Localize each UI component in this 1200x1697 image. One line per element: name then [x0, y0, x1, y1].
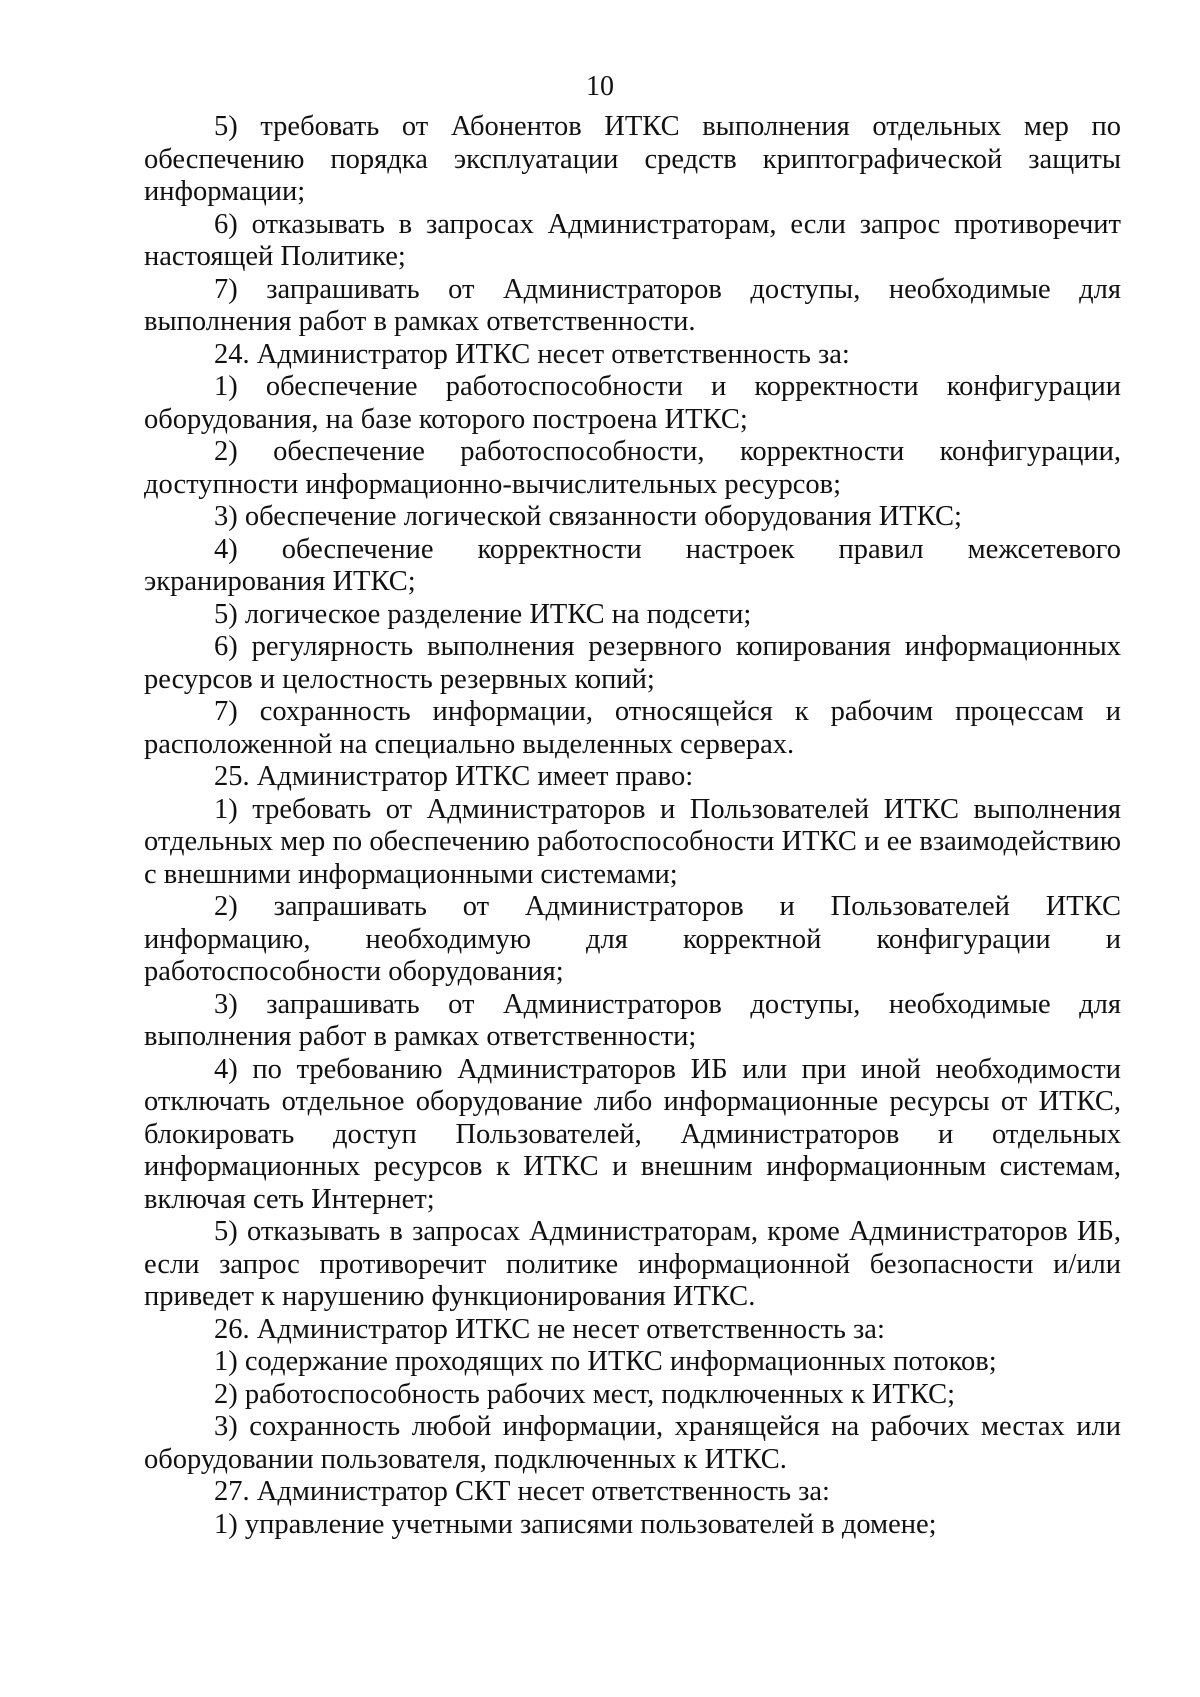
paragraph: 2) работоспособность рабочих мест, подключенных к ИТКС; [214, 1378, 956, 1410]
paragraph: 6) отказывать в запросах Администраторам, если запрос противоречит настоящей Политике; [144, 208, 1121, 272]
paragraph: 7) сохранность информации, относящейся к рабочим процессам и расположенной на специально выделенных серверах. [144, 696, 1121, 760]
paragraph: 7) запрашивать от Администраторов доступы, необходимые для выполнения работ в рамках ответственности. [144, 273, 1121, 337]
paragraph: 3) запрашивать от Администраторов доступы, необходимые для выполнения работ в рамках ответственности; [144, 988, 1121, 1052]
paragraph: 5) отказывать в запросах Администраторам, кроме Администраторов ИБ, если запрос противоречит политике информационной безопасности и/или приведет к нарушению функционирования ИТКС. [144, 1216, 1121, 1312]
paragraph: 2) обеспечение работоспособности, корректности конфигурации, доступности информационно-вычислительных ресурсов; [144, 436, 1121, 500]
paragraph: 6) регулярность выполнения резервного копирования информационных ресурсов и целостность резервных копий; [144, 631, 1121, 695]
paragraph: 4) по требованию Администраторов ИБ или при иной необходимости отключать отдельное оборудование либо информационные ресурсы от ИТКС, блокировать доступ Пользователей, Администраторов и отдельных информационных ресурсов к ИТКС и внешним информационным системам, включая сеть Интернет; [144, 1053, 1121, 1215]
section-heading-26: 26. Администратор ИТКС не несет ответственность за: [214, 1313, 885, 1345]
page-number: 10 [586, 71, 614, 102]
paragraph: 2) запрашивать от Администраторов и Пользователей ИТКС информацию, необходимую для корректной конфигурации и работоспособности оборудования; [144, 891, 1121, 987]
paragraph: 4) обеспечение корректности настроек правил межсетевого экранирования ИТКС; [144, 533, 1121, 597]
paragraph: 5) требовать от Абонентов ИТКС выполнения отдельных мер по обеспечению порядка эксплуатации средств криптографической защиты информации; [144, 111, 1121, 207]
paragraph: 1) требовать от Администраторов и Пользователей ИТКС выполнения отдельных мер по обеспечению работоспособности ИТКС и ее взаимодействию с внешними информационными системами; [144, 793, 1121, 890]
document-body [144, 111, 1121, 1541]
paragraph: 1) содержание проходящих по ИТКС информационных потоков; [214, 1346, 997, 1377]
section-heading-24: 24. Администратор ИТКС несет ответственность за: [214, 338, 850, 370]
section-heading-27: 27. Администратор СКТ несет ответственность за: [214, 1476, 830, 1507]
paragraph: 3) обеспечение логической связанности оборудования ИТКС; [214, 501, 962, 532]
paragraph: 1) обеспечение работоспособности и корректности конфигурации оборудования, на базе которого построена ИТКС; [144, 371, 1121, 435]
paragraph: 5) логическое разделение ИТКС на подсети; [214, 598, 752, 630]
paragraph: 3) сохранность любой информации, хранящейся на рабочих местах или оборудовании пользователя, подключенных к ИТКС. [144, 1411, 1121, 1475]
paragraph: 1) управление учетными записями пользователей в домене; [214, 1508, 937, 1540]
section-heading-25: 25. Администратор ИТКС имеет право: [214, 761, 694, 792]
